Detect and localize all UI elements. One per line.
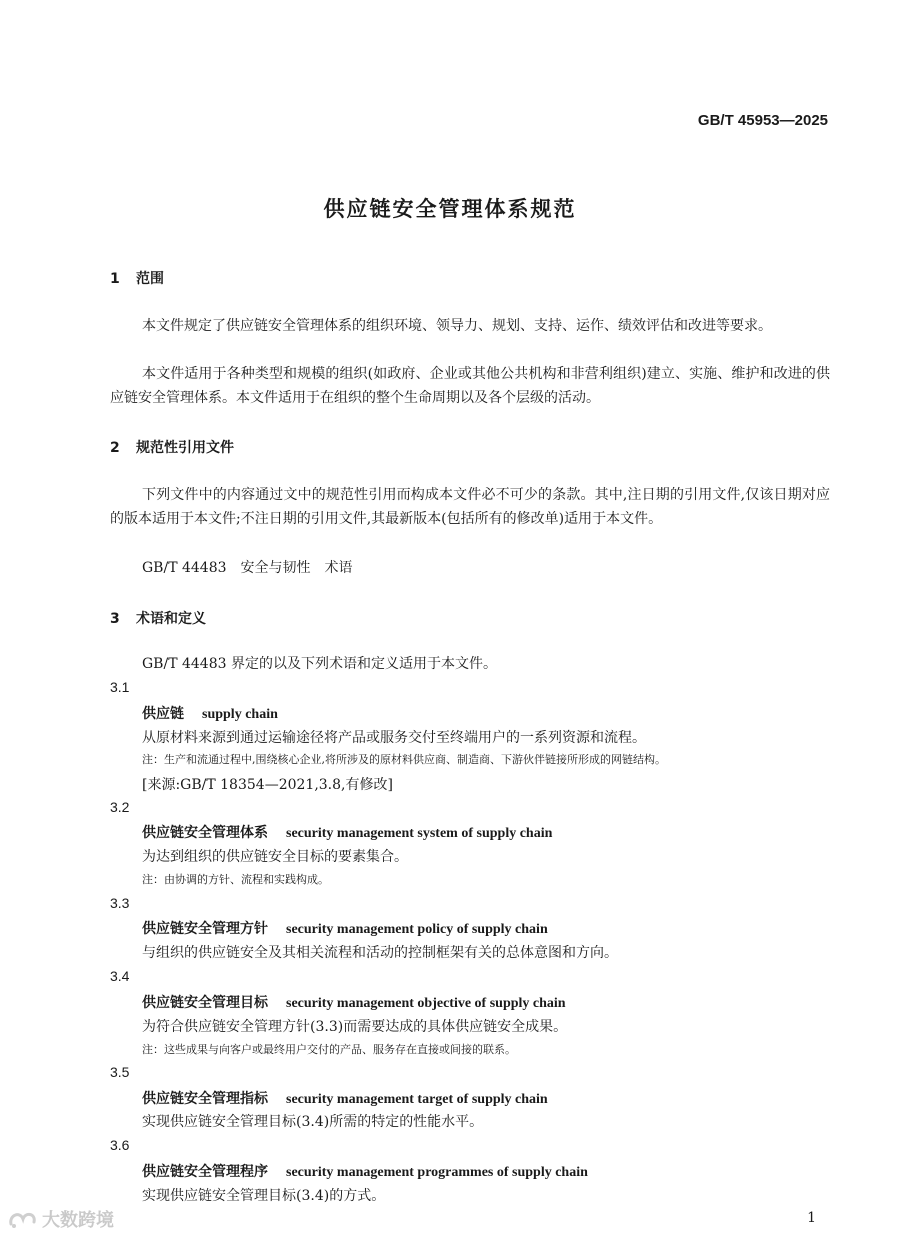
term-chinese: 供应链安全管理程序 [142,1164,268,1180]
term-number: 3.1 [110,679,130,695]
watermark-text: 大数跨境 [42,1210,114,1231]
scope-paragraph-2: 本文件适用于各种类型和规模的组织(如政府、企业或其他公共机构和非营利组织)建立、实施、维护和改进的供应链安全管理体系。本文件适用于在组织的整个生命周期以及各个层级的活动。 [110,366,830,406]
section-title: 规范性引用文件 [136,440,234,456]
section-2-heading [110,437,234,457]
document-title: 供应链安全管理体系规范 [323,197,577,221]
term-note: 注：这些成果与向客户或最终用户交付的产品、服务存在直接或间接的联系。 [142,1043,516,1056]
term-definition: 为符合供应链安全管理方针(3.3)而需要达成的具体供应链安全成果。 [142,1019,568,1035]
term-chinese: 供应链安全管理目标 [142,995,268,1011]
term-definition: 与组织的供应链安全及其相关流程和活动的控制框架有关的总体意图和方向。 [142,945,618,961]
term-chinese: 供应链安全管理指标 [142,1091,268,1107]
reference-item: GB/T 44483 安全与韧性 术语 [142,560,353,576]
term-english: supply chain [202,707,278,722]
term-note: 注：生产和流通过程中,围绕核心企业,将所涉及的原材料供应商、制造商、下游伙伴链接所形成的网链结构。 [142,753,666,766]
term-definition: 从原材料来源到通过运输途径将产品或服务交付至终端用户的一系列资源和流程。 [142,730,646,746]
term-english: security management objective of supply chain [286,996,566,1011]
normative-references-paragraph: 下列文件中的内容通过文中的规范性引用而构成本文件必不可少的条款。其中,注日期的引用文件,仅该日期对应的版本适用于本文件;不注日期的引用文件,其最新版本(包括所有的修改单)适用于本文件。 [110,487,830,527]
term-heading [142,822,552,842]
terms-intro: GB/T 44483 界定的以及下列术语和定义适用于本文件。 [142,656,497,672]
term-number: 3.3 [110,895,130,911]
scope-paragraph-1: 本文件规定了供应链安全管理体系的组织环境、领导力、规划、支持、运作、绩效评估和改进等要求。 [142,318,772,334]
section-title: 范围 [136,271,164,287]
term-chinese: 供应链安全管理方针 [142,921,268,937]
term-number: 3.5 [110,1064,130,1080]
section-number: 1 [110,271,120,287]
term-definition: 实现供应链安全管理目标(3.4)所需的特定的性能水平。 [142,1114,484,1130]
term-heading [142,918,548,938]
term-heading [142,1161,588,1181]
standard-code: GB/T 45953—2025 [697,112,828,129]
term-chinese: 供应链安全管理体系 [142,825,268,841]
term-heading [142,703,278,723]
term-english: security management system of supply chain [286,826,553,841]
section-title: 术语和定义 [136,611,206,627]
brand-logo-icon [8,1209,38,1229]
page-number: 1 [807,1210,816,1226]
term-number: 3.2 [110,799,130,815]
term-definition: 实现供应链安全管理目标(3.4)的方式。 [142,1188,386,1204]
term-chinese: 供应链 [142,706,184,722]
section-number: 2 [110,440,120,456]
watermark [8,1206,114,1232]
term-definition: 为达到组织的供应链安全目标的要素集合。 [142,849,408,865]
term-english: security management target of supply chain [286,1092,548,1107]
term-english: security management programmes of supply chain [286,1165,588,1180]
section-3-heading [110,608,206,628]
term-heading [142,1088,548,1108]
section-1-heading [110,268,164,288]
term-number: 3.4 [110,968,130,984]
term-number: 3.6 [110,1137,130,1153]
term-source: [来源:GB/T 18354—2021,3.8,有修改] [142,777,393,793]
term-note: 注：由协调的方针、流程和实践构成。 [142,873,329,886]
term-english: security management policy of supply chain [286,922,548,937]
term-heading [142,992,566,1012]
section-number: 3 [110,611,120,627]
